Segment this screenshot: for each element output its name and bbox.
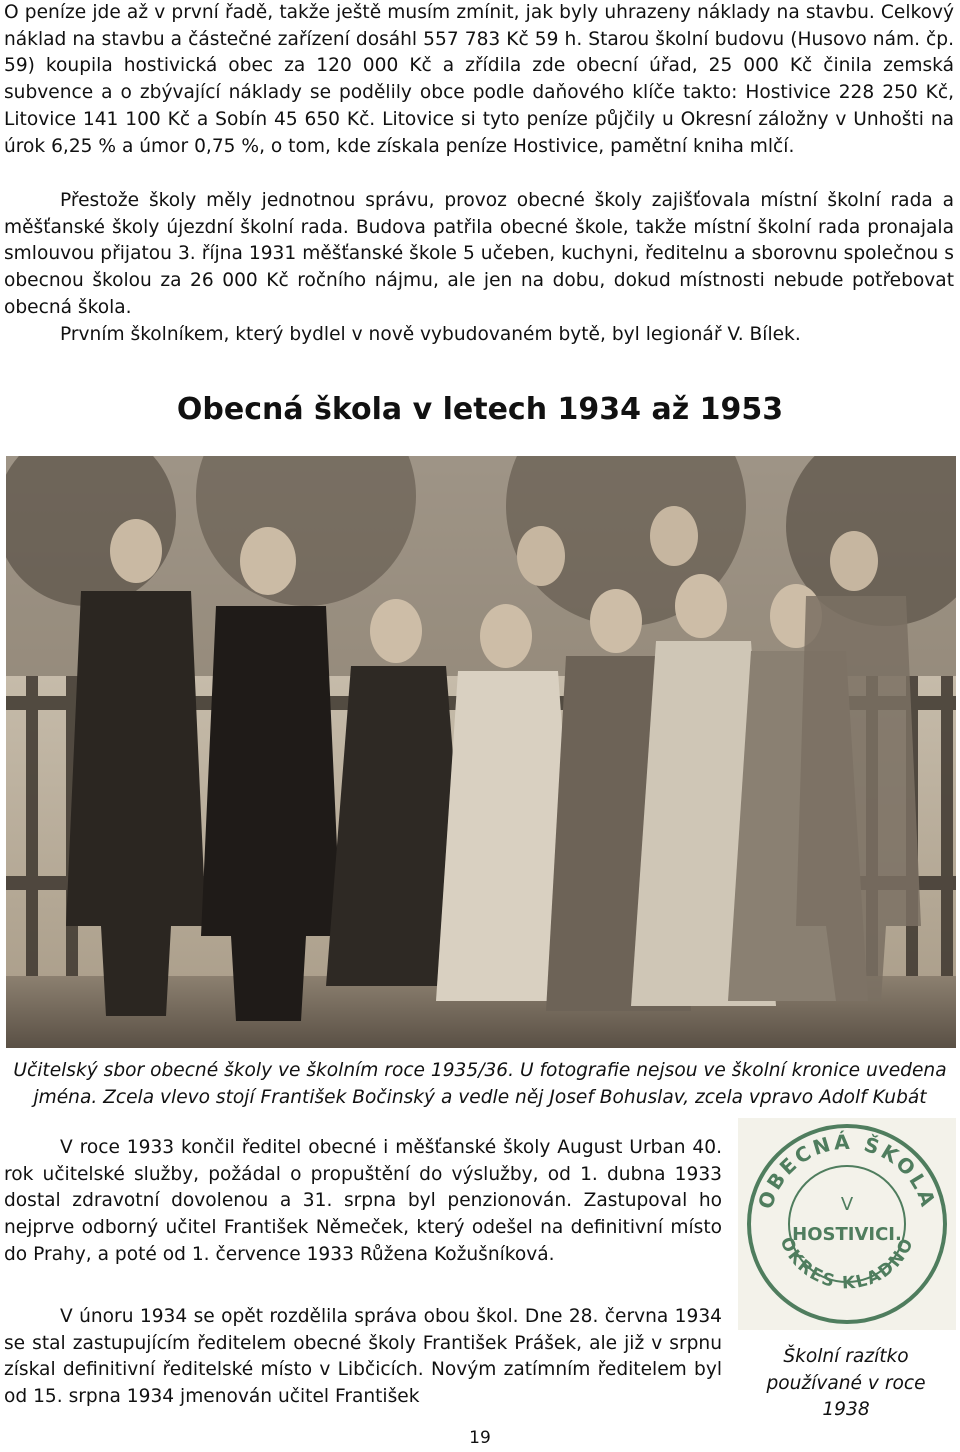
section-heading: Obecná škola v letech 1934 až 1953 (176, 392, 784, 427)
photo-caption: Učitelský sbor obecné školy ve školním roce 1935/36. U fotografie nejsou ve školní kronice uvedena jména. Zcela vlevo stojí František Bočinský a vedle něj Josef Bohuslav, zcela vpravo Adolf Kubát (13, 1060, 947, 1108)
paragraph-administration: Přestože školy měly jednotnou správu, provoz obecné školy zajišťovala místní školní rada a měšťanské školy újezdní školní rada. Budova patřila obecné škole, takže místní školní rada pronajala smlouvou přijatou 3. října 1931 měšťanské škole 5 učeben, kuchyni, ředitelnu a sborovnu společnou s obecnou školou za 26 000 Kč ročního nájmu, ale jen na dobu, dokud místnosti nebude potřebovat obecná škola. (4, 190, 954, 318)
svg-text:OKRES KLADNO: OKRES KLADNO (775, 1234, 919, 1294)
paragraph-caretaker: Prvním školníkem, který bydlel v nově vybudovaném bytě, byl legionář V. Bílek. (60, 324, 801, 345)
staff-group-photo-illustration (6, 456, 956, 1048)
paragraph-funding: O peníze jde až v první řadě, takže ještě musím zmínit, jak byly uhrazeny náklady na stavbu. Celkový náklad na stavbu a částečné zařízení dosáhl 557 783 Kč 59 h. Starou školní budovu (Husovo nám. čp. 59) koupila hostivická obec za 120 000 Kč a zřídila zde obecní úřad, 25 000 Kč činila zemská subvence a o zbývající náklady se podělily obce podle daňového klíče takto: Hostivice 228 250 Kč, Litovice 141 100 Kč a Sobín 45 650 Kč. Litovice si tyto peníze půjčily u Okresní záložny v Unhošti na úrok 6,25 % a úmor 0,75 %, o tom, kde získala peníze Hostivice, pamětní kniha mlčí. (4, 2, 954, 157)
svg-text:V: V (840, 1194, 854, 1215)
svg-text:HOSTIVICI.: HOSTIVICI. (792, 1224, 902, 1245)
svg-text:OBECNÁ ŠKOLA: OBECNÁ ŠKOLA (753, 1129, 941, 1212)
paragraph-director-retirement: V roce 1933 končil ředitel obecné i měšťanské školy August Urban 40. rok učitelské služby, požádal o propuštění do výslužby, od 1. dubna 1933 dostal zdravotní dovolenou a 31. srpna byl penzionován. Zastupoval ho nejprve odborný učitel František Němeček, který odešel na definitivní místo do Prahy, a poté od 1. července 1933 Růžena Kožušníková. (4, 1137, 722, 1265)
stamp-caption: Školní razítko používané v roce 1938 (766, 1346, 926, 1420)
school-stamp-seal (738, 1118, 956, 1330)
school-stamp (738, 1118, 956, 1330)
page-number: 19 (469, 1428, 491, 1448)
staff-group-photo (6, 456, 956, 1048)
paragraph-administration-split: V únoru 1934 se opět rozdělila správa obou škol. Dne 28. června 1934 se stal zastupujícím ředitelem obecné školy František Prášek, ale již v srpnu získal definitivní ředitelské místo v Libčicích. Novým zatímním ředitelem byl od 15. srpna 1934 jmenován učitel František (4, 1306, 722, 1408)
